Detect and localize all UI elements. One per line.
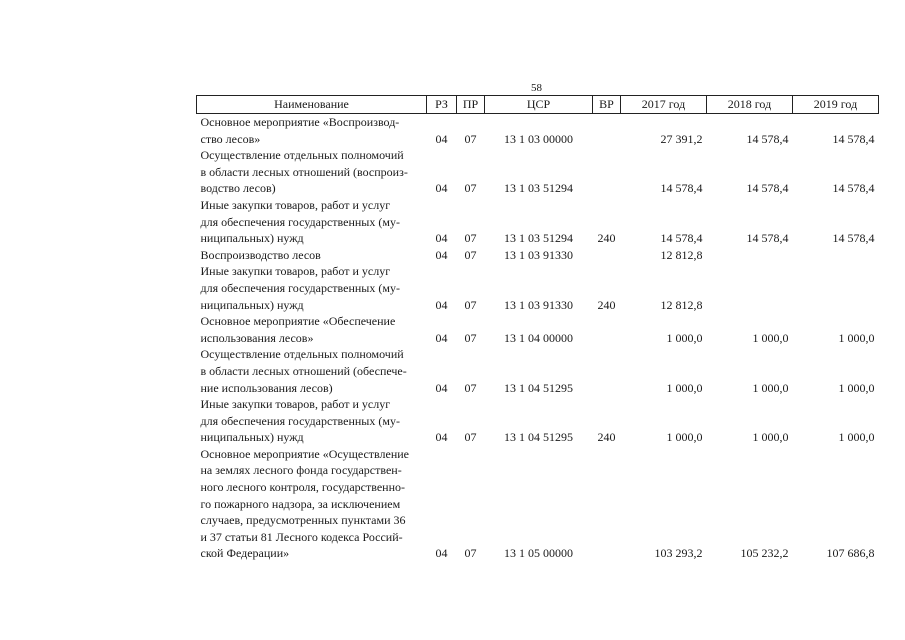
row-pr: 07 [464, 297, 477, 312]
row-vr: 240 [597, 231, 616, 246]
row-name-line: ство лесов» [200, 131, 261, 146]
row-2019: 14 578,4 [832, 181, 875, 196]
row-name [197, 114, 427, 148]
row-name-line: ниципальных) нужд [200, 231, 304, 246]
row-pr: 07 [464, 430, 477, 445]
row-name-line: ного лесного контроля, государственно- [200, 480, 406, 495]
row-vr [593, 346, 621, 396]
row-2018: 1 000,0 [752, 430, 789, 445]
row-csr: 13 1 03 91330 [504, 297, 573, 312]
row-vr: 240 [597, 297, 616, 312]
row-2018: 105 232,2 [740, 546, 789, 561]
row-name [197, 147, 427, 197]
row-2018: 14 578,4 [746, 131, 789, 146]
row-rz: 04 [435, 546, 448, 561]
row-2018: 1 000,0 [752, 380, 789, 395]
row-2019 [793, 263, 879, 313]
row-name-line: случаев, предусмотренных пунктами 36 [200, 513, 406, 528]
table-row [197, 114, 879, 148]
row-2019: 1 000,0 [838, 380, 875, 395]
header-vr: ВР [593, 96, 621, 114]
budget-table [196, 95, 879, 562]
row-vr [593, 446, 621, 562]
row-name-line: на землях лесного фонда государствен- [200, 463, 402, 478]
table-row [197, 396, 879, 446]
row-2019: 1 000,0 [838, 430, 875, 445]
table-body [197, 114, 879, 563]
table-row [197, 263, 879, 313]
header-pr: ПР [457, 96, 485, 114]
row-name-line: Иные закупки товаров, работ и услуг [200, 264, 391, 279]
table-row [197, 197, 879, 247]
row-name-line: Осуществление отдельных полномочий [200, 347, 404, 362]
row-name-line: ниципальных) нужд [200, 297, 304, 312]
row-pr: 07 [464, 380, 477, 395]
row-pr: 07 [464, 546, 477, 561]
row-pr: 07 [464, 247, 477, 262]
row-2017: 12 812,8 [660, 247, 703, 262]
row-2017: 1 000,0 [666, 330, 703, 345]
row-2019: 14 578,4 [832, 131, 875, 146]
row-name [197, 263, 427, 313]
row-name-line: го пожарного надзора, за исключением [200, 496, 401, 511]
row-csr: 13 1 03 91330 [504, 247, 573, 262]
row-2017: 12 812,8 [660, 297, 703, 312]
row-2018 [707, 247, 793, 264]
row-2017: 14 578,4 [660, 181, 703, 196]
row-name-line: ской Федерации» [200, 546, 290, 561]
header-name: Наименование [197, 96, 427, 114]
row-name [197, 197, 427, 247]
table-header [197, 96, 879, 114]
header-csr: ЦСР [485, 96, 593, 114]
row-name [197, 346, 427, 396]
row-pr: 07 [464, 131, 477, 146]
row-name-line: ниципальных) нужд [200, 430, 304, 445]
row-2019: 107 686,8 [826, 546, 875, 561]
row-2018: 14 578,4 [746, 231, 789, 246]
row-2019: 1 000,0 [838, 330, 875, 345]
row-rz: 04 [435, 380, 448, 395]
table-row [197, 247, 879, 264]
row-name-line: Основное мероприятие «Осуществление [200, 446, 410, 461]
row-name [197, 313, 427, 346]
row-name-line: использования лесов» [200, 330, 314, 345]
header-2018: 2018 год [707, 96, 793, 114]
row-name-line: и 37 статьи 81 Лесного кодекса Россий- [200, 529, 403, 544]
row-name-line: Иные закупки товаров, работ и услуг [200, 397, 391, 412]
row-vr: 240 [597, 430, 616, 445]
row-2018: 14 578,4 [746, 181, 789, 196]
row-csr: 13 1 05 00000 [504, 546, 573, 561]
row-2018 [707, 263, 793, 313]
row-2017: 27 391,2 [660, 131, 703, 146]
row-csr: 13 1 04 51295 [504, 430, 573, 445]
row-2017: 1 000,0 [666, 380, 703, 395]
row-csr: 13 1 03 51294 [504, 181, 573, 196]
row-vr [593, 247, 621, 264]
header-2017: 2017 год [621, 96, 707, 114]
row-name-line: для обеспечения государственных (му- [200, 280, 400, 295]
row-name-line: для обеспечения государственных (му- [200, 413, 400, 428]
row-name-line: Иные закупки товаров, работ и услуг [200, 197, 391, 212]
row-rz: 04 [435, 231, 448, 246]
row-name-line: Основное мероприятие «Воспроизвод- [200, 115, 400, 129]
table-row [197, 446, 879, 562]
row-rz: 04 [435, 181, 448, 196]
row-name-line: ние использования лесов) [200, 380, 333, 395]
row-2019: 14 578,4 [832, 231, 875, 246]
row-csr: 13 1 04 51295 [504, 380, 573, 395]
row-name [197, 247, 427, 264]
page-number: 58 [531, 82, 542, 94]
row-2019 [793, 247, 879, 264]
row-name-line: Осуществление отдельных полномочий [200, 148, 404, 163]
row-pr: 07 [464, 330, 477, 345]
row-name-line: в области лесных отношений (обеспече- [200, 363, 407, 378]
header-2019: 2019 год [793, 96, 879, 114]
row-2017: 14 578,4 [660, 231, 703, 246]
row-rz: 04 [435, 330, 448, 345]
row-2017: 1 000,0 [666, 430, 703, 445]
row-vr [593, 313, 621, 346]
row-name-line: для обеспечения государственных (му- [200, 214, 400, 229]
row-2017: 103 293,2 [654, 546, 703, 561]
row-pr: 07 [464, 181, 477, 196]
row-name-line: в области лесных отношений (воспроиз- [200, 164, 408, 179]
row-rz: 04 [435, 430, 448, 445]
row-name [197, 396, 427, 446]
row-pr: 07 [464, 231, 477, 246]
row-csr: 13 1 03 51294 [504, 231, 573, 246]
row-rz: 04 [435, 297, 448, 312]
row-2018: 1 000,0 [752, 330, 789, 345]
table-row [197, 313, 879, 346]
table-row [197, 147, 879, 197]
row-name-line: Основное мероприятие «Обеспечение [200, 314, 396, 329]
row-vr [593, 147, 621, 197]
row-rz: 04 [435, 131, 448, 146]
row-csr: 13 1 03 00000 [504, 131, 573, 146]
row-csr: 13 1 04 00000 [504, 330, 573, 345]
row-rz: 04 [435, 247, 448, 262]
row-name-line: Воспроизводство лесов [200, 247, 321, 262]
table-row [197, 346, 879, 396]
row-name-line: водство лесов) [200, 181, 276, 196]
row-vr [593, 114, 621, 148]
row-name [197, 446, 427, 562]
header-rz: РЗ [427, 96, 457, 114]
